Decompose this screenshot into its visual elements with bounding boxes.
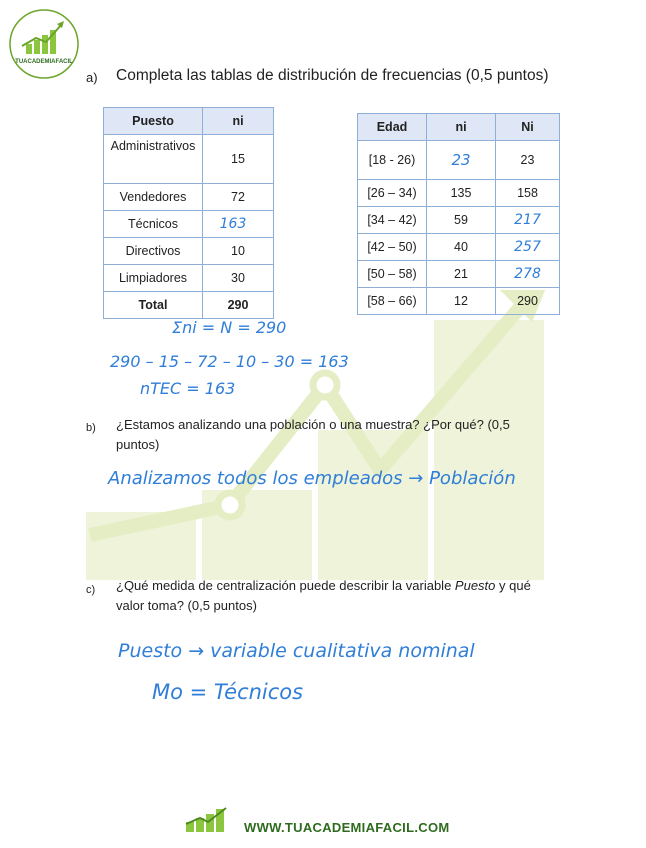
handwritten-cell	[203, 211, 274, 238]
handwritten-ntec: nTEC = 163	[140, 379, 236, 398]
table-cell: [26 – 34)	[358, 180, 427, 207]
handwritten-answer-c1: Puesto → variable cualitativa nominal	[118, 640, 475, 662]
table-cell: 72	[203, 184, 274, 211]
table-cell: 59	[427, 207, 496, 234]
table-cell: Vendedores	[104, 184, 203, 211]
handwritten-value: 278	[514, 266, 541, 282]
table-row	[358, 234, 560, 261]
table-row	[104, 265, 274, 292]
question-c-label-text: c)	[86, 584, 96, 596]
handwritten-answer-c2: Mo = Técnicos	[152, 680, 304, 704]
table-row	[358, 141, 560, 180]
footer-website-link[interactable]: WWW.TUACADEMIAFACIL.COM	[244, 820, 450, 835]
table-cell: [18 - 26)	[358, 141, 427, 180]
question-c-text-after: y qué valor toma? (0,5 puntos)	[116, 578, 531, 613]
brand-logo	[8, 8, 80, 80]
table-edad	[357, 113, 560, 315]
question-b-text: ¿Estamos analizando una población o una muestra? ¿Por qué? (0,5 puntos)	[116, 417, 510, 452]
table-cell: 15	[203, 135, 274, 184]
handwritten-value: 23	[451, 151, 471, 169]
question-a-label: a)	[86, 70, 98, 85]
table-cell: 30	[203, 265, 274, 292]
question-c-text-before: ¿Qué medida de centralización puede describir la variable	[116, 578, 455, 593]
table-cell: 135	[427, 180, 496, 207]
table-puesto	[103, 107, 274, 319]
handwritten-calc: 290 – 15 – 72 – 10 – 30 = 163	[110, 352, 349, 371]
table-cell: 10	[203, 238, 274, 265]
table-cell: Administrativos	[104, 135, 203, 184]
table-cell: 12	[427, 288, 496, 315]
table-cell: [58 – 66)	[358, 288, 427, 315]
question-a-text: Completa las tablas de distribución de frecuencias (0,5 puntos)	[116, 67, 549, 84]
handwritten-sum: Σni = N = 290	[172, 318, 287, 337]
table-cell: 290	[203, 292, 274, 319]
handwritten-cell	[496, 207, 560, 234]
table-cell: Limpiadores	[104, 265, 203, 292]
handwritten-value: 217	[514, 212, 541, 228]
svg-text:TUACADEMIAFACIL: TUACADEMIAFACIL	[15, 59, 73, 65]
table-cell: Técnicos	[104, 211, 203, 238]
table-cell: 158	[496, 180, 560, 207]
table-row	[104, 238, 274, 265]
handwritten-cell	[496, 261, 560, 288]
table-cell: [42 – 50)	[358, 234, 427, 261]
table-cell: Total	[104, 292, 203, 319]
handwritten-cell	[427, 141, 496, 180]
table-cell: [34 – 42)	[358, 207, 427, 234]
handwritten-value: 257	[514, 239, 541, 255]
table-row	[358, 180, 560, 207]
table-cell: 40	[427, 234, 496, 261]
table-row-total	[104, 292, 274, 319]
question-c-label	[86, 584, 95, 596]
table-cell: [50 – 58)	[358, 261, 427, 288]
table-row	[358, 288, 560, 315]
question-c-text	[116, 576, 556, 616]
table-row	[358, 207, 560, 234]
question-b-label: b)	[86, 422, 96, 434]
question-c-text-em: Puesto	[454, 578, 496, 593]
footer-chart-icon	[184, 806, 230, 832]
table-header-puesto: Puesto	[104, 108, 203, 135]
table-row	[358, 261, 560, 288]
handwritten-value: 163	[219, 216, 247, 232]
table-row	[104, 135, 274, 184]
table-row	[104, 211, 274, 238]
table-cell: 23	[496, 141, 560, 180]
table-cell: Directivos	[104, 238, 203, 265]
table-cell: 21	[427, 261, 496, 288]
table-header-Ni: Ni	[496, 114, 560, 141]
handwritten-cell	[496, 234, 560, 261]
table-row	[104, 184, 274, 211]
table-header-ni: ni	[427, 114, 496, 141]
table-header-ni: ni	[203, 108, 274, 135]
table-cell: 290	[496, 288, 560, 315]
table-header-edad: Edad	[358, 114, 427, 141]
handwritten-answer-b: Analizamos todos los empleados → Población	[108, 468, 516, 489]
